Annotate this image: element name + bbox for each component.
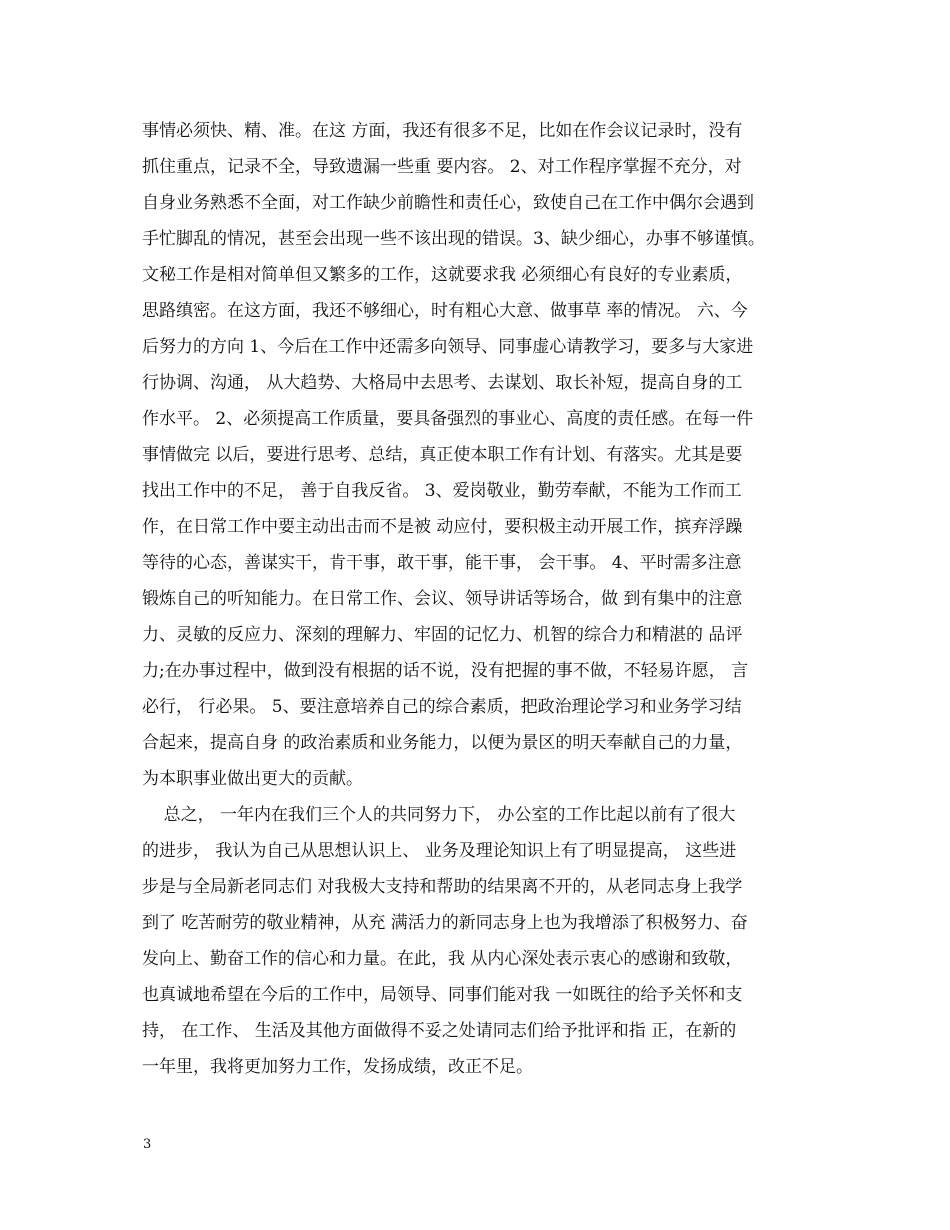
text-line: 抓住重点，记录不全，导致遗漏一些重 要内容。 2、对工作程序掌握不充分，对 [142,157,742,177]
text-line: 也真诚地希望在今后的工作中，局领导、同事们能对我 一如既往的给予关怀和支 [142,985,743,1005]
text-line: 到了 吃苦耐劳的敬业精神，从充 满活力的新同志身上也为我增添了积极努力、奋 [142,913,748,933]
text-line: 的进步， 我认为自己从思想认识上、 业务及理论知识上有了明显提高， 这些进 [142,841,737,861]
text-line: 后努力的方向 1、今后在工作中还需多向领导、同事虚心请教学习，要多与大家进 [142,337,754,357]
text-line: 必行， 行必果。 5、要注意培养自己的综合素质，把政治理论学习和业务学习结 [142,697,742,717]
text-line: 锻炼自己的听知能力。在日常工作、会议、领导讲话等场合，做 到有集中的注意 [142,589,743,609]
text-line: 等待的心态，善谋实干，肯干事，敢干事，能干事， 会干事。 4、平时需多注意 [142,553,742,573]
text-line: 作，在日常工作中要主动出击而不是被 动应付，要积极主动开展工作，摈弃浮躁 [142,517,743,537]
text-line: 手忙脚乱的情况，甚至会出现一些不该出现的错误。3、缺少细心，办事不够谨慎。 [142,229,765,249]
text-line: 力;在办事过程中，做到没有根据的话不说，没有把握的事不做，不轻易许愿， 言 [142,661,749,681]
text-line: 持， 在工作、 生活及其他方面做得不妥之处请同志们给予批评和指 正，在新的 [142,1021,737,1041]
text-line: 总之， 一年内在我们三个人的共同努力下， 办公室的工作比起以前有了很大 [142,805,736,825]
text-line: 事情做完 以后，要进行思考、总结，真正使本职工作有计划、有落实。尤其是要 [142,445,743,465]
text-line: 一年里，我将更加努力工作，发扬成绩，改正不足。 [142,1057,533,1077]
text-line: 为本职事业做出更大的贡献。 [142,769,363,789]
text-line: 发向上、勤奋工作的信心和力量。在此，我 从内心深处表示衷心的感谢和致敬， [142,949,743,969]
text-line: 文秘工作是相对简单但又繁多的工作，这就要求我 必须细心有良好的专业素质， [142,265,743,285]
text-line: 合起来，提高自身 的政治素质和业务能力，以便为景区的明天奉献自己的力量， [142,733,743,753]
text-line: 事情必须快、精、准。在这 方面，我还有很多不足，比如在作会议记录时，没有 [142,121,743,141]
document-body [142,113,822,1085]
text-line: 找出工作中的不足， 善于自我反省。 3、爱岗敬业，勤劳奉献，不能为工作而工 [142,481,742,501]
text-line: 力、灵敏的反应力、深刻的理解力、牢固的记忆力、机智的综合力和精湛的 品评 [142,625,743,645]
page-number: 3 [143,1137,152,1152]
text-line: 自身业务熟悉不全面，对工作缺少前瞻性和责任心，致使自己在工作中偶尔会遇到 [142,193,754,213]
text-line: 步是与全局新老同志们 对我极大支持和帮助的结果离不开的，从老同志身上我学 [142,877,743,897]
text-line: 作水平。 2、必须提高工作质量，要具备强烈的事业心、高度的责任感。在每一件 [142,409,754,429]
text-line: 思路缜密。在这方面，我还不够细心，时有粗心大意、做事草 率的情况。 六、今 [142,301,748,321]
text-line: 行协调、沟通， 从大趋势、大格局中去思考、去谋划、取长补短，提高自身的工 [142,373,743,393]
